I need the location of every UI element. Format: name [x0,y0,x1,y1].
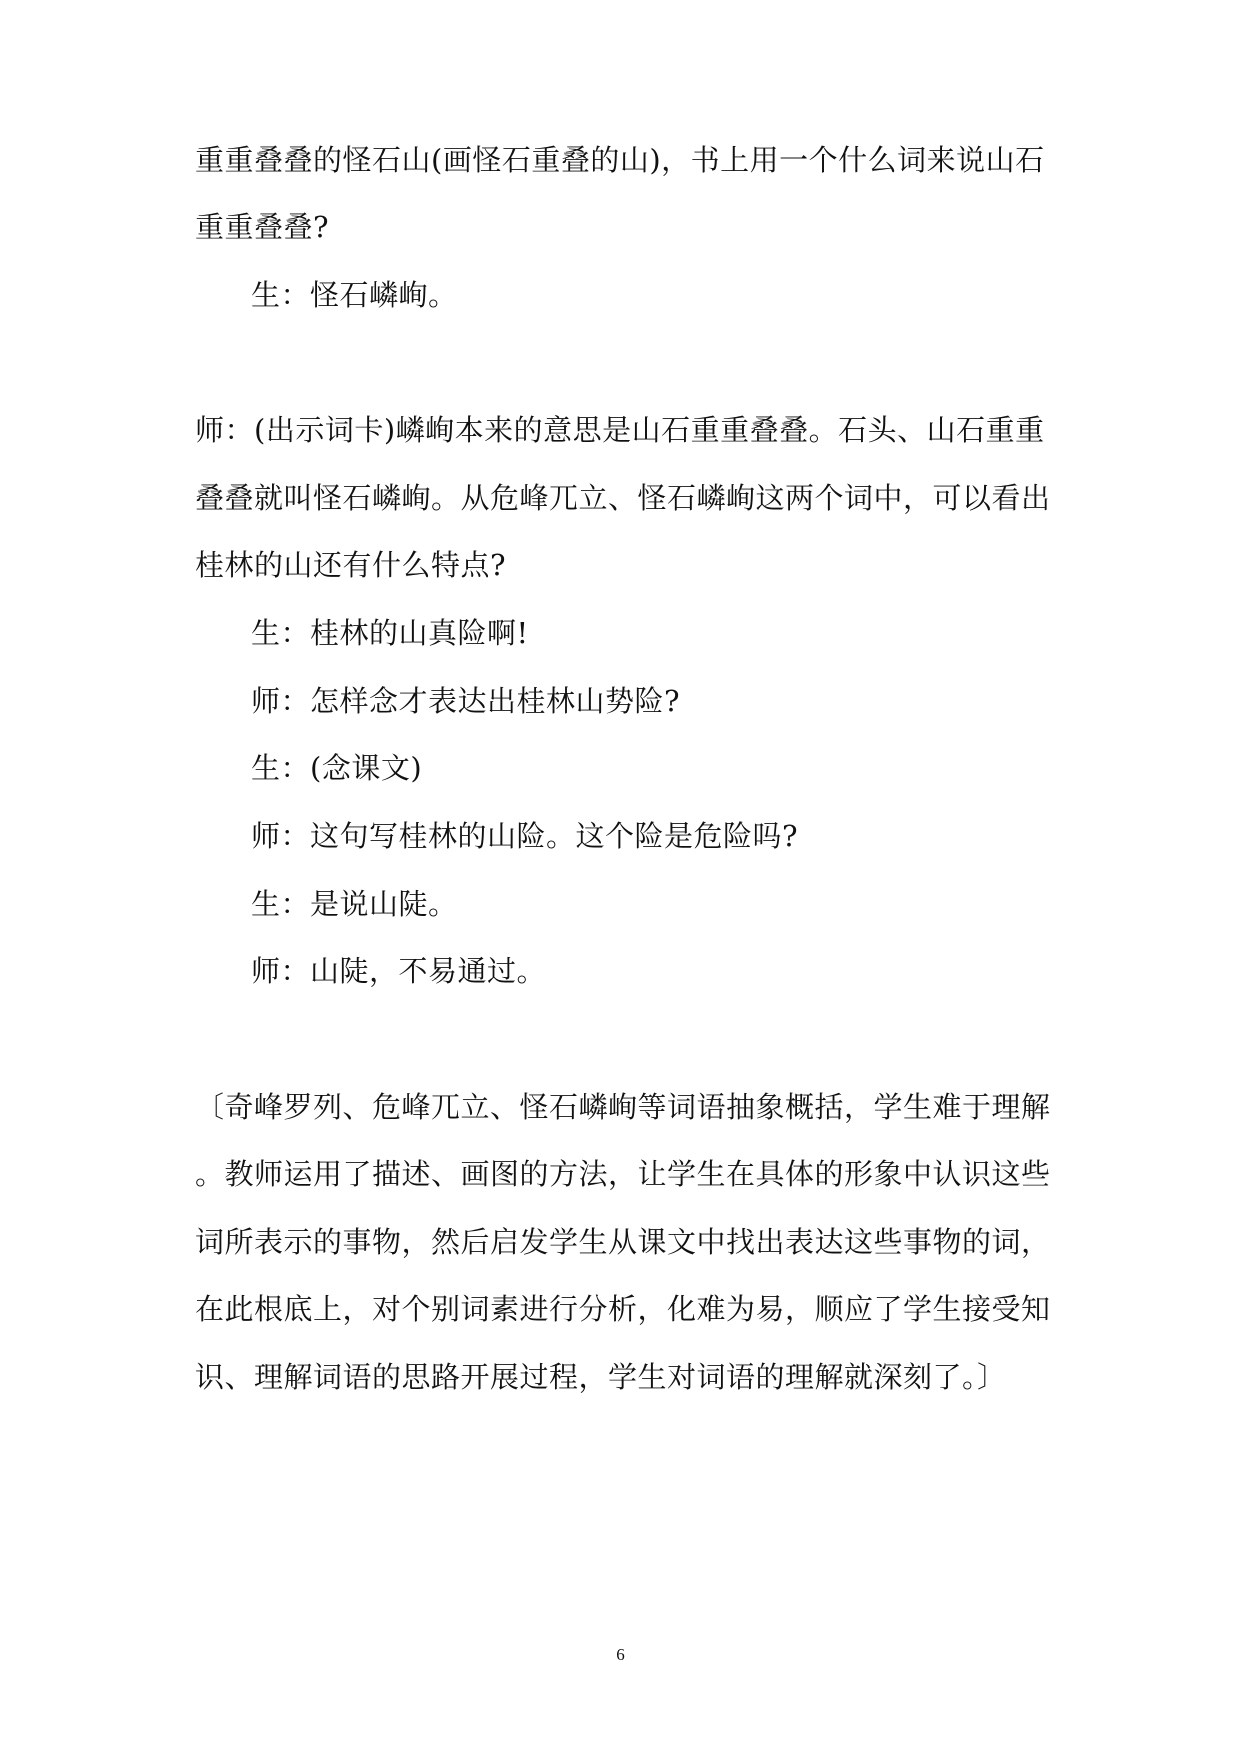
paragraph-2-line-1: 生：怪石嶙峋。 [251,278,458,312]
paragraph-3-line-2: 叠叠就叫怪石嶙峋。从危峰兀立、怪石嶙峋这两个词中，可以看出 [195,481,1051,515]
page-number: 6 [616,1645,625,1664]
dialogue-line-6: 师：山陡，不易通过。 [251,954,547,988]
commentary-line-3: 词所表示的事物，然后启发学生从课文中找出表达这些事物的词， [195,1225,1051,1259]
dialogue-line-1: 生：桂林的山真险啊! [251,616,529,650]
dialogue-line-2: 师：怎样念才表达出桂林山势险? [251,684,681,718]
commentary-line-1: 〔奇峰罗列、危峰兀立、怪石嶙峋等词语抽象概括，学生难于理解 [195,1090,1051,1124]
commentary-line-2: 。教师运用了描述、画图的方法，让学生在具体的形象中认识这些 [195,1157,1051,1191]
paragraph-1-line-2: 重重叠叠? [195,210,330,244]
paragraph-3-line-1: 师：(出示词卡)嶙峋本来的意思是山石重重叠叠。石头、山石重重 [195,413,1045,447]
paragraph-1-line-1: 重重叠叠的怪石山(画怪石重叠的山)，书上用一个什么词来说山石 [195,143,1045,177]
commentary-line-5: 识、理解词语的思路开展过程，学生对词语的理解就深刻了。〕 [195,1360,1007,1394]
dialogue-line-4: 师：这句写桂林的山险。这个险是危险吗? [251,819,799,853]
dialogue-line-5: 生：是说山陡。 [251,887,458,921]
commentary-line-4: 在此根底上，对个别词素进行分析，化难为易，顺应了学生接受知 [195,1292,1051,1326]
paragraph-3-line-3: 桂林的山还有什么特点? [195,548,507,582]
dialogue-line-3: 生：(念课文) [251,751,423,785]
